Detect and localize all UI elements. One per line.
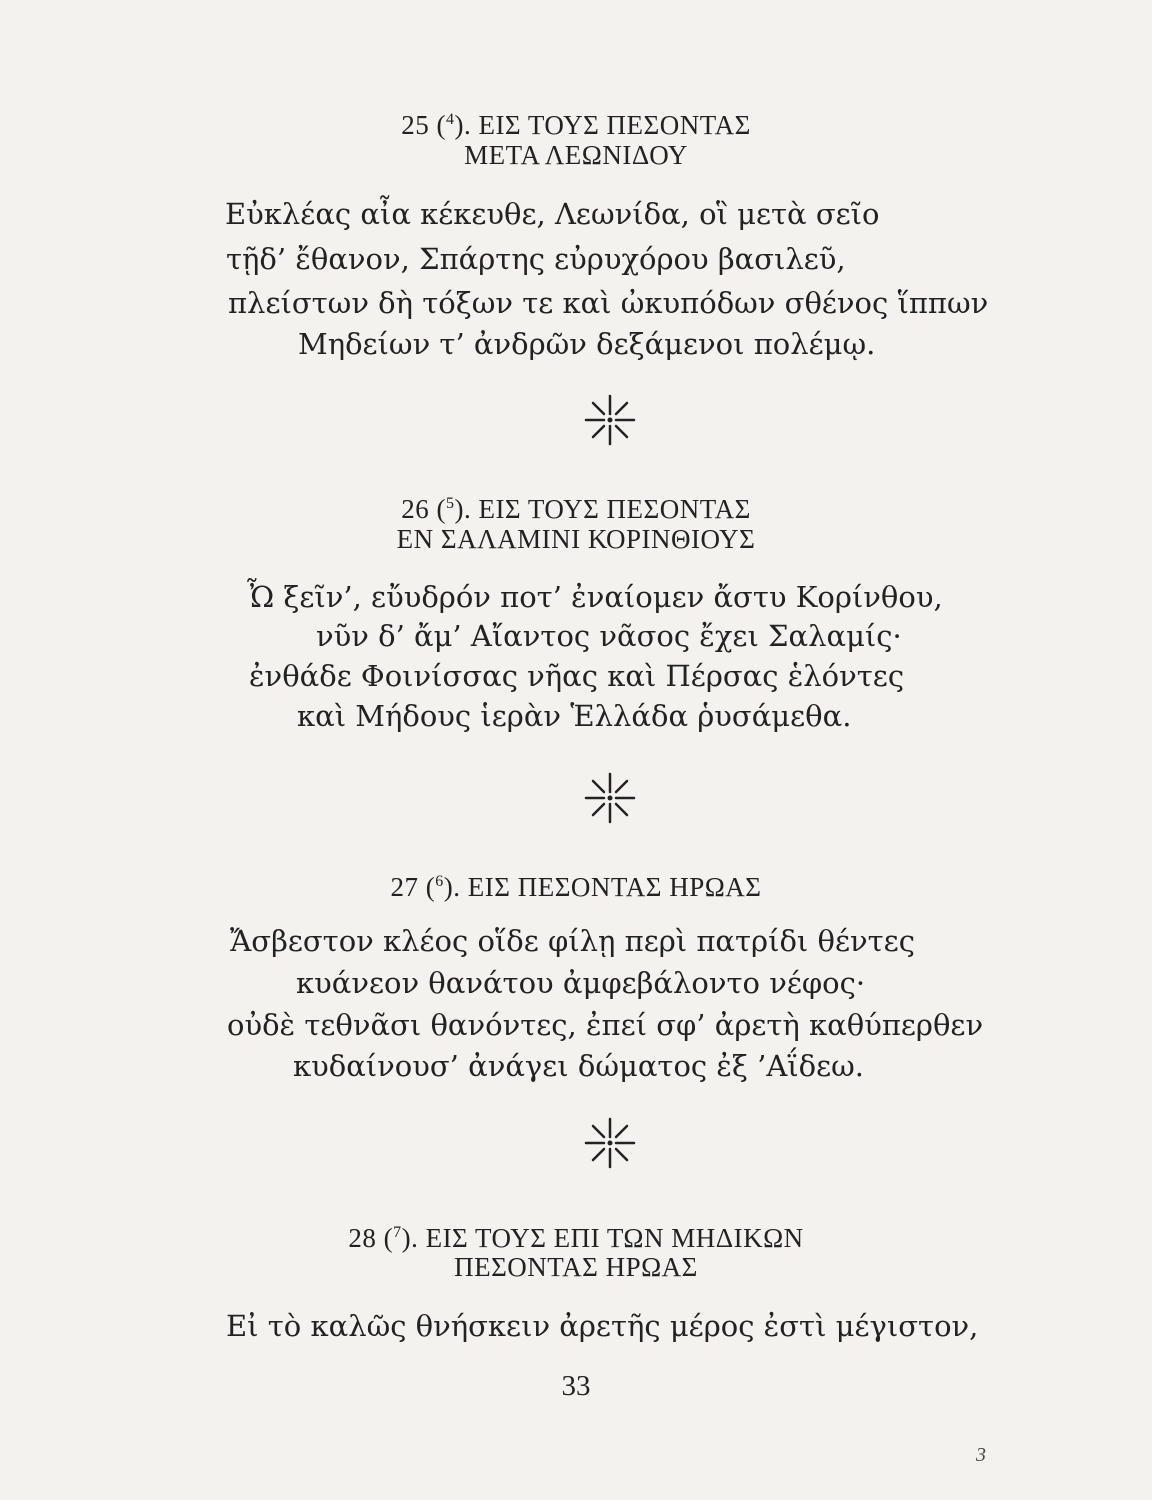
poem-subtitle: ΠΕΣΟΝΤΑΣ ΗΡΩΑΣ <box>454 1252 698 1282</box>
folio-number: 3 <box>976 1444 986 1466</box>
poem-heading: 28 ($^7$). ΕΙΣ ΤΟΥΣ ΕΠΙ ΤΩΝ ΜΗΔΙΚΩΝ <box>348 1223 804 1253</box>
footnote-marker: 4 <box>445 111 455 128</box>
verse-line: οὐδὲ τεθνᾶσι θανόντες, ἐπεί σφ’ ἀρετὴ καθύπερθεν <box>227 1008 984 1042</box>
poem-title: ΕΙΣ ΤΟΥΣ ΠΕΣΟΝΤΑΣ <box>478 494 751 524</box>
poem-heading: 27 ($^6$). ΕΙΣ ΠΕΣΟΝΤΑΣ ΗΡΩΑΣ <box>390 872 762 902</box>
poem-title: ΕΙΣ ΠΕΣΟΝΤΑΣ ΗΡΩΑΣ <box>467 872 762 902</box>
verse-line: Εἰ τὸ καλῶς θνήσκειν ἀρετῆς μέρος ἐστὶ μέγιστον, <box>226 1309 979 1343</box>
verse-line: Ὦ ξεῖν’, εὔυδρόν ποτ’ ἐναίομεν ἄστυ Κορίνθου, <box>247 580 943 614</box>
poem-number: 26 <box>401 494 430 524</box>
poem-subtitle: ΜΕΤΑ ΛΕΩΝΙΔΟΥ <box>464 140 688 170</box>
verse-line: κυάνεον θανάτου ἀμφεβάλοντο νέφος· <box>296 966 866 1000</box>
verse-line: Εὐκλέας αἶα κέκευθε, Λεωνίδα, οἳ μετὰ σεῖο <box>225 197 880 231</box>
verse-line: κυδαίνουσ’ ἀνάγει δώματος ἐξ ’Αΐδεω. <box>293 1049 864 1083</box>
poem-title: ΕΙΣ ΤΟΥΣ ΠΕΣΟΝΤΑΣ <box>478 110 751 140</box>
verse-line: νῦν δ’ ἄμ’ Αἴαντος νᾶσος ἔχει Σαλαμίς· <box>316 619 902 653</box>
poem-heading: 26 ($^5$). ΕΙΣ ΤΟΥΣ ΠΕΣΟΝΤΑΣ <box>401 494 751 524</box>
page-number: 33 <box>561 1370 591 1402</box>
footnote-marker: 5 <box>445 495 455 512</box>
footnote-marker: 6 <box>435 873 444 890</box>
star-burst-ornament-icon <box>580 390 640 450</box>
poem-number: 28 <box>348 1223 377 1253</box>
poem-number: 27 <box>390 872 419 902</box>
verse-line: Ἄσβεστον κλέος οἵδε φίλῃ περὶ πατρίδι θέντες <box>230 924 915 958</box>
poem-number: 25 <box>401 110 430 140</box>
verse-line: καὶ Μήδους ἱερὰν Ἑλλάδα ῥυσάμεθα. <box>297 699 852 733</box>
star-burst-ornament-icon <box>580 768 640 828</box>
verse-line: ἐνθάδε Φοινίσσας νῆας καὶ Πέρσας ἑλόντες <box>249 659 905 693</box>
poem-subtitle: ΕΝ ΣΑΛΑΜΙΝΙ ΚΟΡΙΝΘΙΟΥΣ <box>396 524 756 554</box>
verse-line: πλείστων δὴ τόξων τε καὶ ὠκυπόδων σθένος ἵππων <box>228 286 989 320</box>
star-burst-ornament-icon <box>580 1113 640 1173</box>
verse-line: Μηδείων τ’ ἀνδρῶν δεξάμενοι πολέμῳ. <box>298 327 876 361</box>
poem-heading: 25 ($^4$). ΕΙΣ ΤΟΥΣ ΠΕΣΟΝΤΑΣ <box>401 110 751 140</box>
verse-line: τῇδ’ ἔθανον, Σπάρτης εὐρυχόρου βασιλεῦ, <box>226 242 846 276</box>
footnote-marker: 7 <box>393 1224 402 1241</box>
poem-title: ΕΙΣ ΤΟΥΣ ΕΠΙ ΤΩΝ ΜΗΔΙΚΩΝ <box>425 1223 804 1253</box>
